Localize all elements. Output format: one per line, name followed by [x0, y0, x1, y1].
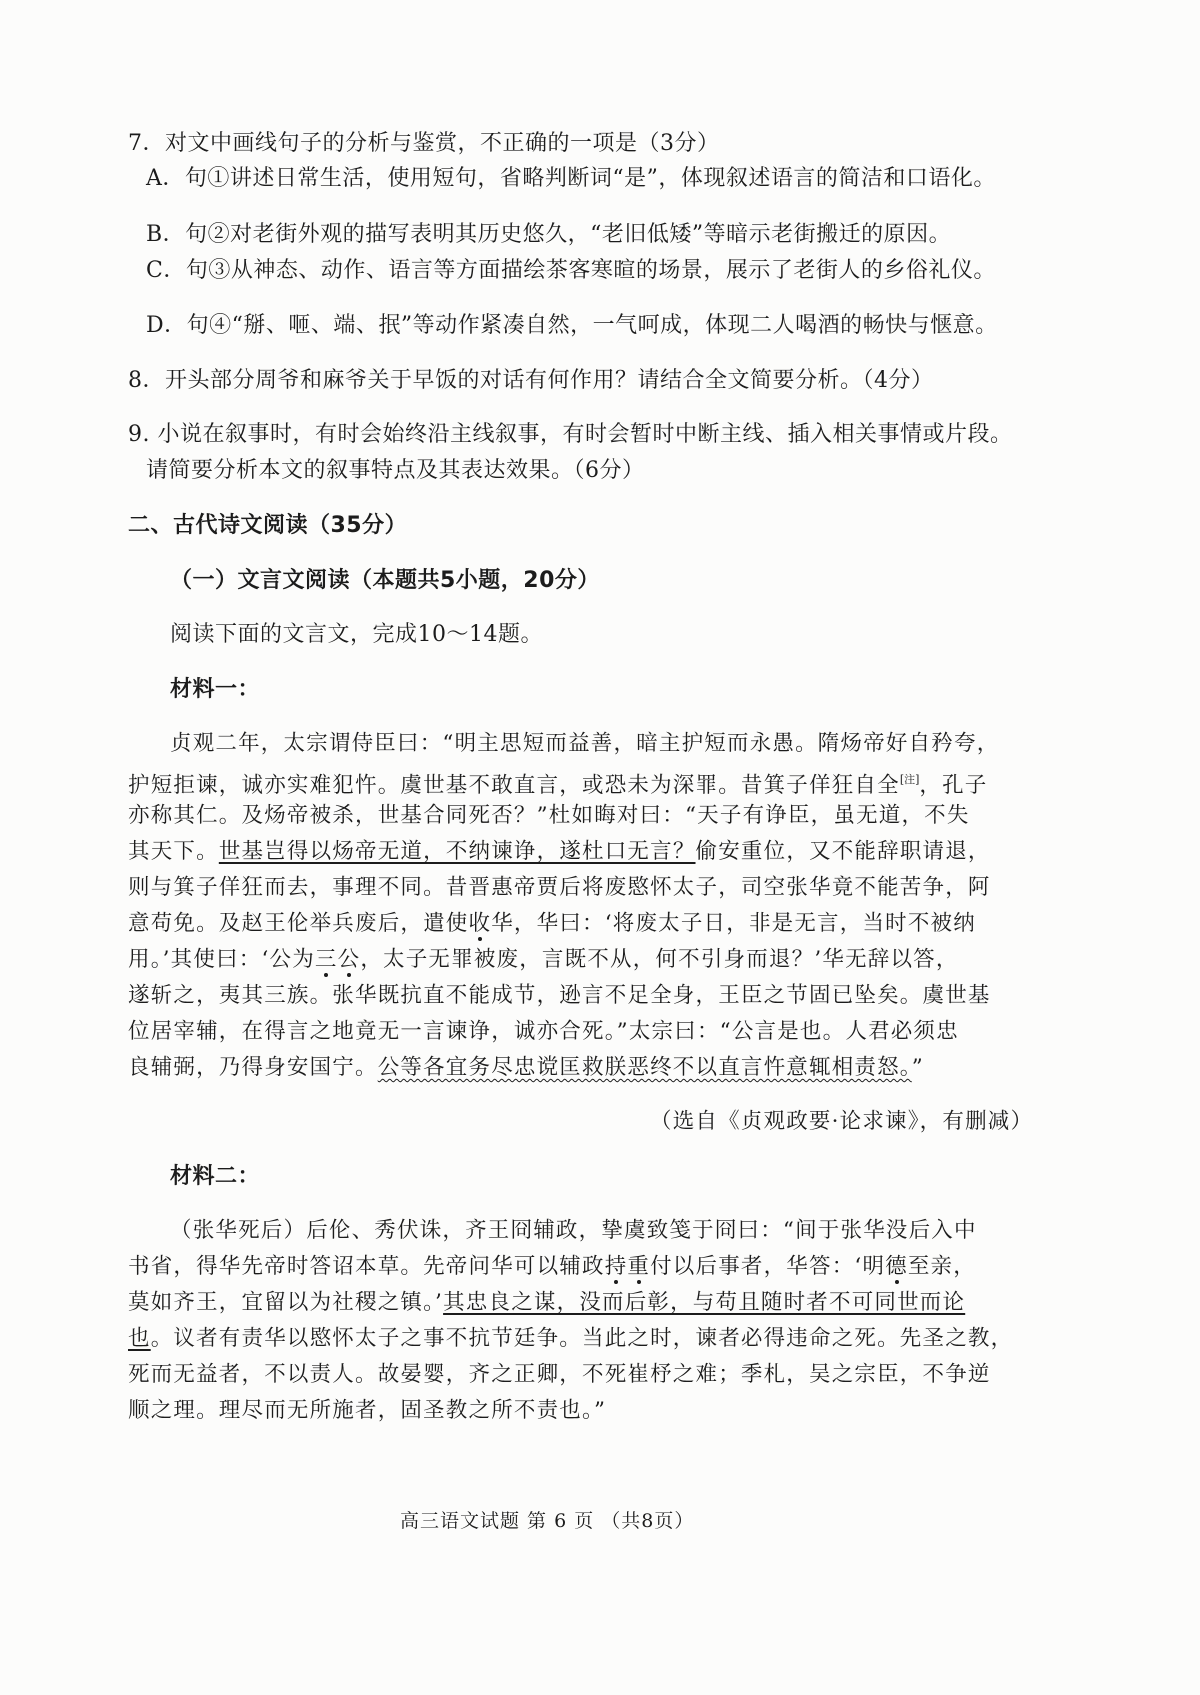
wavy-underlined-sentence: 公等各宜务尽忠谠匡救朕恶终不以直言忤意辄相责怒。 — [377, 1055, 912, 1080]
material-one-line: 则与箕子佯狂而去，事理不同。昔晋惠帝贾后将废愍怀太子，司空张华竟不能苦争，阿 — [128, 875, 991, 900]
q7-option-d: D．句④“掰、咂、端、抿”等动作紧凑自然，一气呵成，体现二人喝酒的畅快与惬意。 — [146, 313, 998, 338]
material-one-line: 亦称其仁。及炀帝被杀，世基合同死否？”杜如晦对曰：“天子有诤臣，虽无道，不失 — [128, 803, 970, 828]
material-two-line: （张华死后）后伦、秀伏诛，齐王冏辅政，挚虞致笺于冏曰：“间于张华没后入中 — [170, 1218, 977, 1243]
reading-instruction: 阅读下面的文言文，完成10～14题。 — [170, 622, 543, 647]
dotted-word: 德 — [885, 1254, 908, 1279]
dotted-word: 收 — [468, 911, 492, 936]
material-two-line: 书省，得华先帝时答诏本草。先帝问华可以辅政持重付以后事者，华答：‘明德至亲， — [128, 1254, 976, 1279]
material-two-label: 材料二： — [170, 1164, 261, 1189]
material-two-line: 也。议者有责华以愍怀太子之事不抗节廷争。当此之时，谏者必得违命之死。先圣之教， — [128, 1326, 1014, 1351]
q9-stem-line1: 9. 小说在叙事时，有时会始终沿主线叙事，有时会暂时中断主线、插入相关事情或片段。 — [128, 422, 1013, 447]
underlined-sentence: 世基岂得以炀帝无道，不纳谏诤，遂杜口无言？ — [218, 839, 696, 864]
section-title: 二、古代诗文阅读（35分） — [128, 513, 408, 538]
material-one-line: 护短拒谏，诚亦实难犯忤。虞世基不敢直言，或恐未为深罪。昔箕子佯狂自全[注]，孔子 — [128, 773, 988, 798]
q7-option-b: B．句②对老街外观的描写表明其历史悠久，“老旧低矮”等暗示老街搬迁的原因。 — [146, 222, 952, 247]
note-marker: [注] — [899, 773, 920, 786]
material-one-line: 良辅弼，乃得身安国宁。公等各宜务尽忠谠匡救朕恶终不以直言忤意辄相责怒。” — [128, 1055, 924, 1080]
material-one-line: 位居宰辅，在得言之地竟无一言谏诤，诚亦合死。”太宗曰：“公言是也。人君必须忠 — [128, 1019, 959, 1044]
material-one-line: 贞观二年，太宗谓侍臣曰：“明主思短而益善，暗主护短而永愚。隋炀帝好自矜夸， — [170, 731, 1000, 756]
underlined-sentence: 其忠良之谋，没而后彰，与苟且随时者不可同世而论 — [443, 1290, 966, 1315]
subsection-title: （一）文言文阅读（本题共5小题，20分） — [170, 568, 600, 593]
material-one-line: 遂斩之，夷其三族。张华既抗直不能成节，逊言不足全身，王臣之节固已坠矣。虞世基 — [128, 983, 991, 1008]
dotted-word: 三 — [314, 947, 338, 972]
material-one-source: （选自《贞观政要·论求谏》，有删减） — [650, 1109, 1034, 1134]
dotted-word: 重 — [627, 1254, 651, 1279]
dotted-word: 持 — [604, 1254, 628, 1279]
dotted-word: 公 — [337, 947, 361, 972]
material-one-label: 材料一： — [170, 677, 261, 702]
page-footer: 高三语文试题 第 6 页 （共8页） — [400, 1510, 695, 1532]
material-one-line: 其天下。世基岂得以炀帝无道，不纳谏诤，遂杜口无言？偷安重位，又不能辞职请退， — [128, 839, 991, 864]
underlined-sentence: 也 — [128, 1326, 151, 1351]
q7-stem: 7．对文中画线句子的分析与鉴赏，不正确的一项是（3分） — [128, 131, 720, 156]
q7-option-a: A．句①讲述日常生活，使用短句，省略判断词“是”，体现叙述语言的简洁和口语化。 — [146, 166, 996, 191]
material-two-line: 顺之理。理尽而无所施者，固圣教之所不责也。” — [128, 1398, 607, 1423]
q8-stem: 8．开头部分周爷和麻爷关于早饭的对话有何作用？请结合全文简要分析。（4分） — [128, 368, 934, 393]
q7-option-c: C．句③从神态、动作、语言等方面描绘茶客寒暄的场景，展示了老街人的乡俗礼仪。 — [146, 258, 996, 283]
material-two-line: 莫如齐王，宜留以为社稷之镇。’其忠良之谋，没而后彰，与苟且随时者不可同世而论 — [128, 1290, 966, 1315]
material-one-line: 用。’其使曰：‘公为三公，太子无罪被废，言既不从，何不引身而退？’华无辞以答， — [128, 947, 959, 972]
material-one-line: 意苟免。及赵王伦举兵废后，遣使收华，华曰：‘将废太子日，非是无言，当时不被纳 — [128, 911, 976, 936]
q9-stem-line2: 请简要分析本文的叙事特点及其表达效果。（6分） — [146, 458, 645, 483]
material-two-line: 死而无益者，不以责人。故晏婴，齐之正卿，不死崔杼之难；季札，吴之宗臣，不争逆 — [128, 1362, 991, 1387]
